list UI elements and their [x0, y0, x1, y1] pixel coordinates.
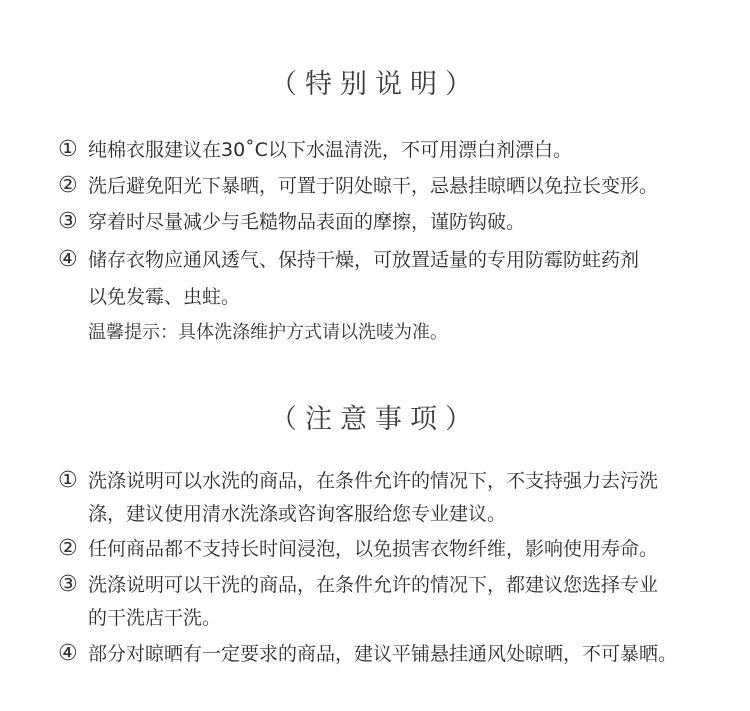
special-note-item-4	[58, 243, 738, 277]
item-number-marker: ④	[58, 641, 78, 666]
special-note-item-1	[58, 133, 738, 167]
item-text: 任何商品都不支持长时间浸泡，以免损害衣物纤维，影响使用寿命。	[88, 538, 659, 560]
item-number-marker: ①	[58, 137, 78, 162]
item-text: 洗涤说明可以干洗的商品，在条件允许的情况下，都建议您选择专业	[88, 574, 659, 596]
item-number-marker: ①	[58, 468, 78, 493]
item-number-marker: ②	[58, 173, 78, 198]
item-text: 储存衣物应通风透气、保持干燥，可放置适量的专用防霉防蛀药剂	[88, 249, 640, 271]
item-text: 洗后避免阳光下暴晒，可置于阴处晾干，忌悬挂晾晒以免拉长变形。	[88, 175, 659, 197]
precaution-item-4	[58, 637, 738, 671]
item-text: 纯棉衣服建议在30˚C以下水温清洗，不可用漂白剂漂白。	[88, 139, 572, 161]
precaution-item-2	[58, 532, 738, 566]
special-note-item-4-continuation: 以免发霉、虫蛀。	[88, 286, 241, 308]
special-note-item-2	[58, 169, 738, 203]
precautions-title: （注意事项）	[270, 404, 480, 435]
item-number-marker: ④	[58, 247, 78, 272]
item-number-marker: ③	[58, 209, 78, 234]
item-text: 洗涤说明可以水洗的商品，在条件允许的情况下，不支持强力去污洗	[88, 470, 659, 492]
item-text: 穿着时尽量减少与毛糙物品表面的摩擦，谨防钩破。	[88, 211, 526, 233]
precaution-item-3-continuation: 的干洗店干洗。	[88, 607, 222, 629]
special-note-item-3	[58, 205, 738, 239]
precaution-item-1-continuation: 涤，建议使用清水洗涤或咨询客服给您专业建议。	[88, 503, 507, 525]
precaution-item-3	[58, 568, 738, 602]
item-number-marker: ②	[58, 536, 78, 561]
precaution-item-1	[58, 464, 738, 498]
item-text: 部分对晾晒有一定要求的商品，建议平铺悬挂通风处晾晒，不可暴晒。	[88, 643, 678, 665]
friendly-tip: 温馨提示：具体洗涤维护方式请以洗唛为准。	[88, 322, 448, 343]
item-number-marker: ③	[58, 572, 78, 597]
special-notes-title: （特别说明）	[270, 69, 480, 100]
